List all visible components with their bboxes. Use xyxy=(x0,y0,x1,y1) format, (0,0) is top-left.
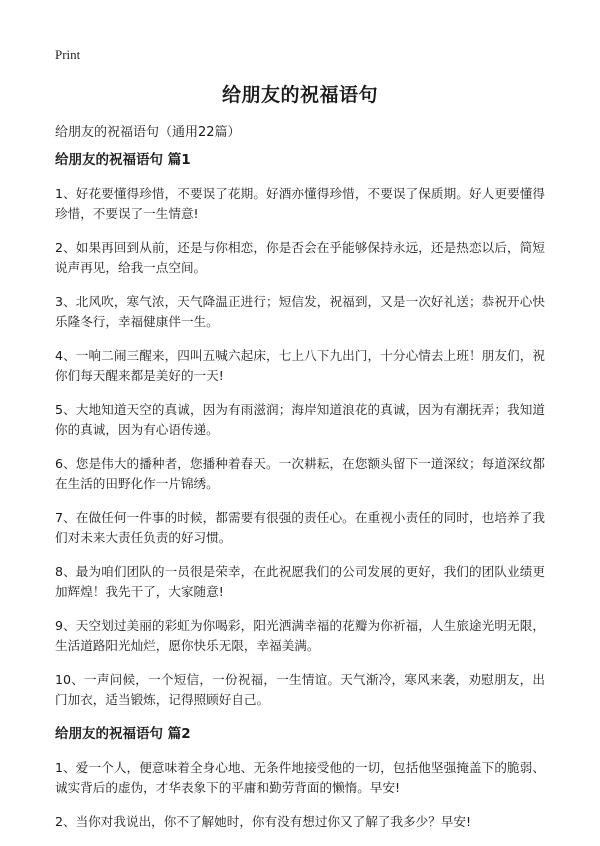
paragraph: 2、当你对我说出，你不了解她时，你有没有想过你又了解了我多少？早安! xyxy=(55,814,472,829)
page-title: 给朋友的祝福语句 xyxy=(221,84,378,106)
section-heading: 给朋友的祝福语句 篇1 xyxy=(55,152,191,168)
paragraph: 5、大地知道天空的真诚，因为有雨滋润；海岸知道浪花的真诚，因为有潮抚弄；我知道你的真诚，因为有心语传递。 xyxy=(55,402,545,437)
paragraph: 3、北风吹，寒气浓，天气降温正进行；短信发，祝福到，又是一次好礼送；恭祝开心快乐隆冬行，幸福健康伴一生。 xyxy=(55,294,545,329)
paragraph: 8、最为咱们团队的一员很是荣幸，在此祝愿我们的公司发展的更好，我们的团队业绩更加辉煌！我先干了，大家随意! xyxy=(55,564,545,599)
paragraph: 1、爱一个人，便意味着全身心地、无条件地接受他的一切，包括他坚强掩盖下的脆弱、诚实背后的虚伪，才华表象下的平庸和勤劳背面的懒惰。早安! xyxy=(55,760,545,795)
paragraph: 1、好花要懂得珍惜，不要误了花期。好酒亦懂得珍惜，不要误了保质期。好人更要懂得珍惜，不要误了一生情意! xyxy=(55,186,545,221)
paragraph: 9、天空划过美丽的彩虹为你喝彩，阳光洒满幸福的花瓣为你祈福，人生旅途光明无限，生活道路阳光灿烂，愿你快乐无限，幸福美满。 xyxy=(55,618,545,653)
paragraph: 4、一响二闹三醒来，四叫五喊六起床，七上八下九出门，十分心情去上班！朋友们，祝你们每天醒来都是美好的一天! xyxy=(55,348,545,383)
section-1 xyxy=(55,150,545,710)
document-subtitle: 给朋友的祝福语句（通用22篇） xyxy=(55,125,241,140)
section-heading: 给朋友的祝福语句 篇2 xyxy=(55,726,191,742)
paragraph: 7、在做任何一件事的时候，都需要有很强的责任心。在重视小责任的同时，也培养了我们对未来大责任负责的好习惯。 xyxy=(55,510,545,545)
paragraph: 6、您是伟大的播种者，您播种着春天。一次耕耘，在您额头留下一道深纹；每道深纹都在生活的田野化作一片锦绣。 xyxy=(55,456,545,491)
paragraph: 2、如果再回到从前，还是与你相恋，你是否会在乎能够保持永远，还是热恋以后，简短说声再见，给我一点空间。 xyxy=(55,240,545,275)
article-body xyxy=(55,150,545,846)
paragraph: 10、一声问候，一个短信，一份祝福，一生情谊。天气渐冷，寒风来袭，劝慰朋友，出门加衣，适当锻炼，记得照顾好自己。 xyxy=(55,672,545,707)
print-link[interactable]: Print xyxy=(55,47,81,62)
section-2 xyxy=(55,724,545,832)
